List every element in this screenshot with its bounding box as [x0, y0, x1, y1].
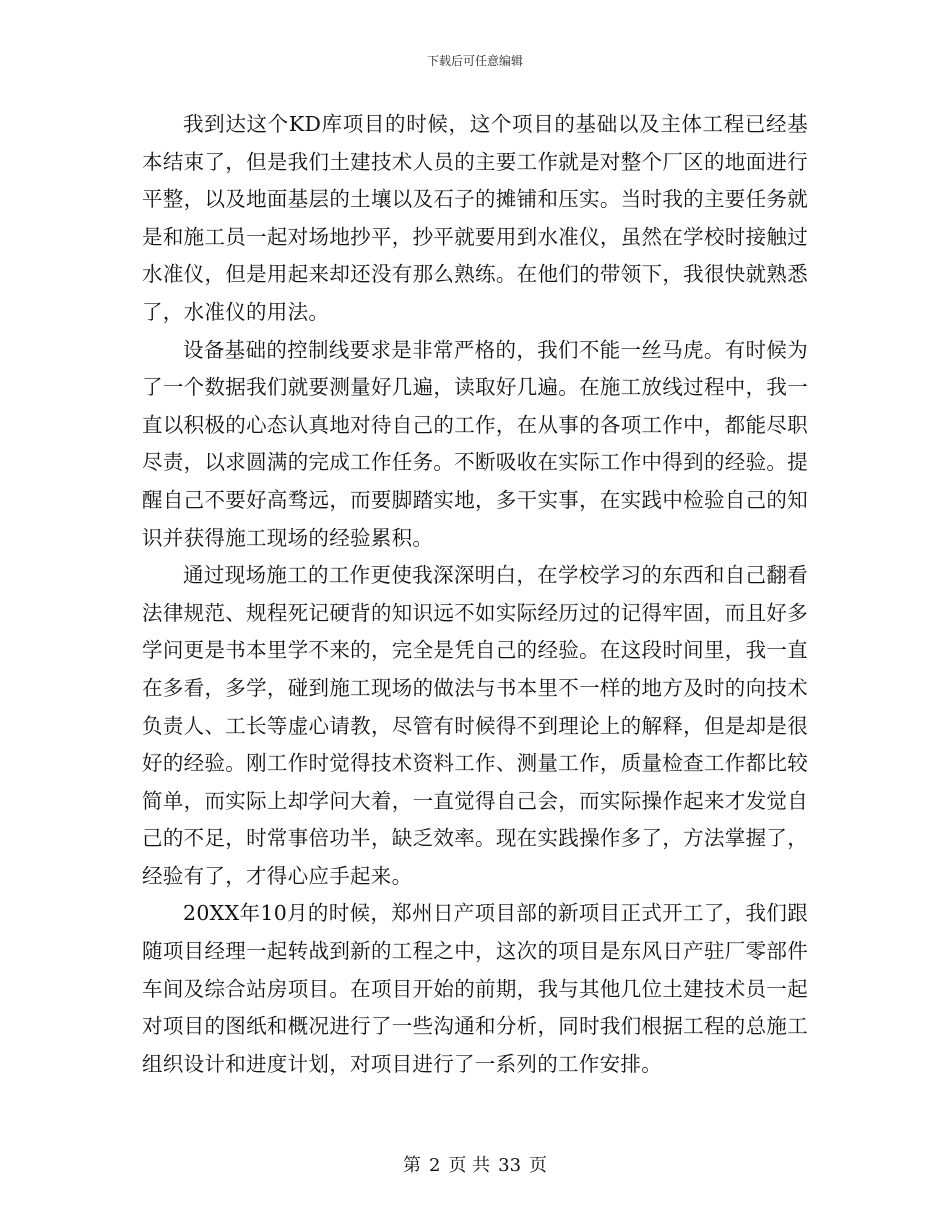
paragraph-2: 设备基础的控制线要求是非常严格的，我们不能一丝马虎。有时候为了一个数据我们就要测量好几遍，读取好几遍。在施工放线过程中，我一直以积极的心态认真地对待自己的工作，在从事的各项工作中，都能尽职尽责，以求圆满的完成工作任务。不断吸收在实际工作中得到的经验。提醒自己不要好高骛远，而要脚踏实地，多干实事，在实践中检验自己的知识并获得施工现场的经验累积。	[142, 337, 808, 550]
total-pages: 33	[498, 1155, 522, 1176]
paragraph-4: 20XX年10月的时候，郑州日产项目部的新项目正式开工了，我们跟随项目经理一起转战到新的工程之中，这次的项目是东风日产驻厂零部件车间及综合站房项目。在项目开始的前期，我与其他几位土建技术员一起对项目的图纸和概况进行了一些沟通和分析，同时我们根据工程的总施工组织设计和进度计划，对项目进行了一系列的工作安排。	[142, 901, 808, 1076]
footer-middle: 页 共	[448, 1155, 491, 1176]
page-footer	[0, 1154, 950, 1178]
paragraph-1: 我到达这个KD库项目的时候，这个项目的基础以及主体工程已经基本结束了，但是我们土建技术人员的主要工作就是对整个厂区的地面进行平整，以及地面基层的土壤以及石子的摊铺和压实。当时我的主要任务就是和施工员一起对场地抄平，抄平就要用到水准仪，虽然在学校时接触过水准仪，但是用起来却还没有那么熟练。在他们的带领下，我很快就熟悉了，水准仪的用法。	[142, 112, 808, 324]
paragraph-3: 通过现场施工的工作更使我深深明白，在学校学习的东西和自己翻看法律规范、规程死记硬背的知识远不如实际经历过的记得牢固，而且好多学问更是书本里学不来的，完全是凭自己的经验。在这段时间里，我一直在多看，多学，碰到施工现场的做法与书本里不一样的地方及时的向技术负责人、工长等虚心请教，尽管有时候得不到理论上的解释，但是却是很好的经验。刚工作时觉得技术资料工作、测量工作，质量检查工作都比较简单，而实际上却学问大着，一直觉得自己会，而实际操作起来才发觉自己的不足，时常事倍功半，缺乏效率。现在实践操作多了，方法掌握了，经验有了，才得心应手起来。	[142, 563, 808, 888]
footer-suffix: 页	[529, 1155, 548, 1176]
page-number: 2	[428, 1155, 441, 1176]
body-text	[142, 106, 808, 1083]
footer-prefix: 第	[402, 1155, 421, 1176]
header-note: 下载后可任意编辑	[426, 54, 523, 68]
page-header	[0, 53, 950, 69]
